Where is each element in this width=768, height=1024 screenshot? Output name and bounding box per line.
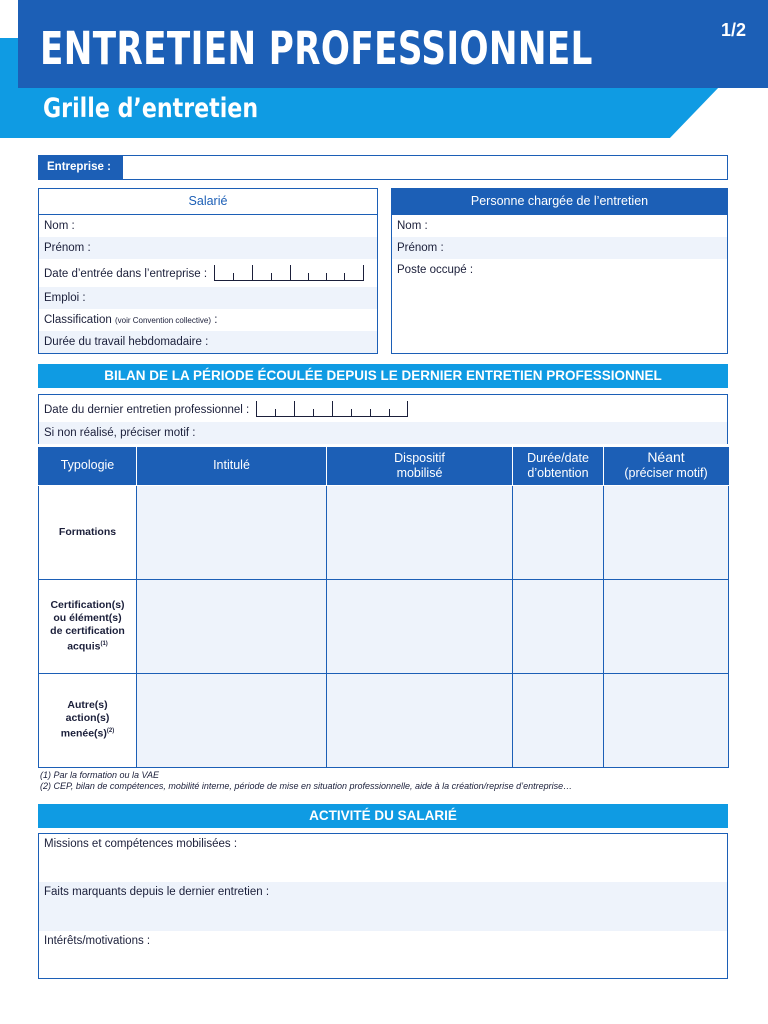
certif-line2: ou élément(s) [53, 611, 122, 624]
salarie-classification-label: Classification [44, 314, 112, 326]
classification-note: (voir Convention collective) [114, 316, 211, 325]
col-intitule: Intitulé [137, 447, 327, 485]
certif-footnote-ref: (1) [100, 640, 108, 647]
bilan-table [38, 447, 729, 768]
salarie-nom-label: Nom : [44, 220, 75, 232]
bilan-motif-label: Si non réalisé, préciser motif : [44, 427, 196, 439]
cell-autres-duree[interactable] [513, 673, 604, 767]
salarie-emploi-field[interactable] [39, 287, 377, 309]
date-dernier-cells[interactable] [256, 402, 408, 417]
cell-formations-neant[interactable] [604, 485, 729, 579]
personne-heading: Personne chargée de l’entretien [392, 189, 727, 215]
activite-heading: ACTIVITÉ DU SALARIÉ [38, 804, 728, 828]
salarie-heading: Salarié [39, 189, 377, 215]
personne-poste-field[interactable] [392, 259, 727, 281]
col-dispositif-line2: mobilisé [396, 465, 443, 480]
autres-line3: menée(s) [60, 727, 107, 740]
cell-formations-duree[interactable] [513, 485, 604, 579]
certif-line1: Certification(s) [50, 598, 125, 611]
cell-formations-dispositif[interactable] [327, 485, 513, 579]
row-label-certification [39, 579, 137, 673]
personne-nom-field[interactable] [392, 215, 727, 237]
entreprise-field[interactable] [38, 155, 728, 180]
entreprise-label: Entreprise : [39, 156, 123, 179]
table-row [39, 579, 729, 673]
table-row [39, 485, 729, 579]
cell-certification-duree[interactable] [513, 579, 604, 673]
salarie-section [38, 188, 378, 354]
col-duree-line1: Durée/date [527, 450, 589, 465]
autres-footnote-ref: (2) [106, 728, 115, 735]
salarie-emploi-label: Emploi : [44, 292, 86, 304]
salarie-date-entree-label: Date d’entrée dans l’entreprise : [44, 268, 208, 280]
personne-poste-label: Poste occupé : [397, 264, 474, 276]
salarie-classification-field[interactable] [39, 309, 377, 331]
cell-certification-neant[interactable] [604, 579, 729, 673]
footnotes [40, 770, 572, 792]
faits-label: Faits marquants depuis le dernier entretien : [44, 886, 270, 898]
missions-field[interactable] [39, 834, 727, 882]
missions-label: Missions et compétences mobilisées : [44, 838, 238, 850]
page-number: 1/2 [720, 20, 746, 40]
activite-section [38, 833, 728, 979]
col-neant-line1: Néant [647, 449, 685, 466]
certif-line3: de certification [50, 624, 125, 637]
autres-line2: action(s) [65, 712, 110, 725]
interets-field[interactable] [39, 931, 727, 978]
certif-line4: acquis [67, 640, 101, 653]
personne-prenom-field[interactable] [392, 237, 727, 259]
salarie-nom-field[interactable] [39, 215, 377, 237]
salarie-prenom-field[interactable] [39, 237, 377, 259]
salarie-duree-field[interactable] [39, 331, 377, 353]
col-neant [604, 447, 729, 485]
table-header-row [39, 447, 729, 485]
cell-autres-neant[interactable] [604, 673, 729, 767]
bilan-date-label: Date du dernier entretien professionnel : [44, 404, 250, 416]
footnote-2: (2) CEP, bilan de compétences, mobilité interne, période de mise en situation professionnelle, aide à la création/reprise d’entreprise… [40, 781, 573, 791]
bilan-section [38, 394, 728, 444]
footnote-1: (1) Par la formation ou la VAE [40, 770, 160, 780]
page-subtitle: Grille d’entretien [43, 93, 259, 124]
col-duree [513, 447, 604, 485]
salarie-date-entree-field[interactable] [39, 259, 377, 287]
classification-colon: : [214, 314, 218, 326]
interets-label: Intérêts/motivations : [44, 935, 151, 947]
salarie-prenom-label: Prénom : [44, 242, 91, 254]
cell-formations-intitule[interactable] [137, 485, 327, 579]
bilan-date-field[interactable] [39, 395, 727, 422]
col-neant-line2: (préciser motif) [624, 466, 708, 481]
page-header [0, 0, 768, 140]
table-row [39, 673, 729, 767]
autres-line1: Autre(s) [67, 699, 108, 712]
cell-certification-dispositif[interactable] [327, 579, 513, 673]
cell-certification-intitule[interactable] [137, 579, 327, 673]
row-label-formations: Formations [39, 485, 137, 579]
bilan-motif-field[interactable] [39, 422, 727, 444]
col-duree-line2: d’obtention [527, 465, 589, 480]
personne-nom-label: Nom : [397, 220, 428, 232]
page-title: ENTRETIEN PROFESSIONNEL [40, 22, 593, 75]
cell-autres-intitule[interactable] [137, 673, 327, 767]
faits-field[interactable] [39, 882, 727, 931]
bilan-heading: BILAN DE LA PÉRIODE ÉCOULÉE DEPUIS LE DERNIER ENTRETIEN PROFESSIONNEL [38, 364, 728, 388]
cell-autres-dispositif[interactable] [327, 673, 513, 767]
salarie-duree-label: Durée du travail hebdomadaire : [44, 336, 209, 348]
col-typologie: Typologie [39, 447, 137, 485]
personne-section [391, 188, 728, 354]
col-dispositif-line1: Dispositif [394, 450, 445, 465]
personne-prenom-label: Prénom : [397, 242, 444, 254]
row-label-autres [39, 673, 137, 767]
col-dispositif [327, 447, 513, 485]
date-entree-cells[interactable] [214, 266, 364, 281]
